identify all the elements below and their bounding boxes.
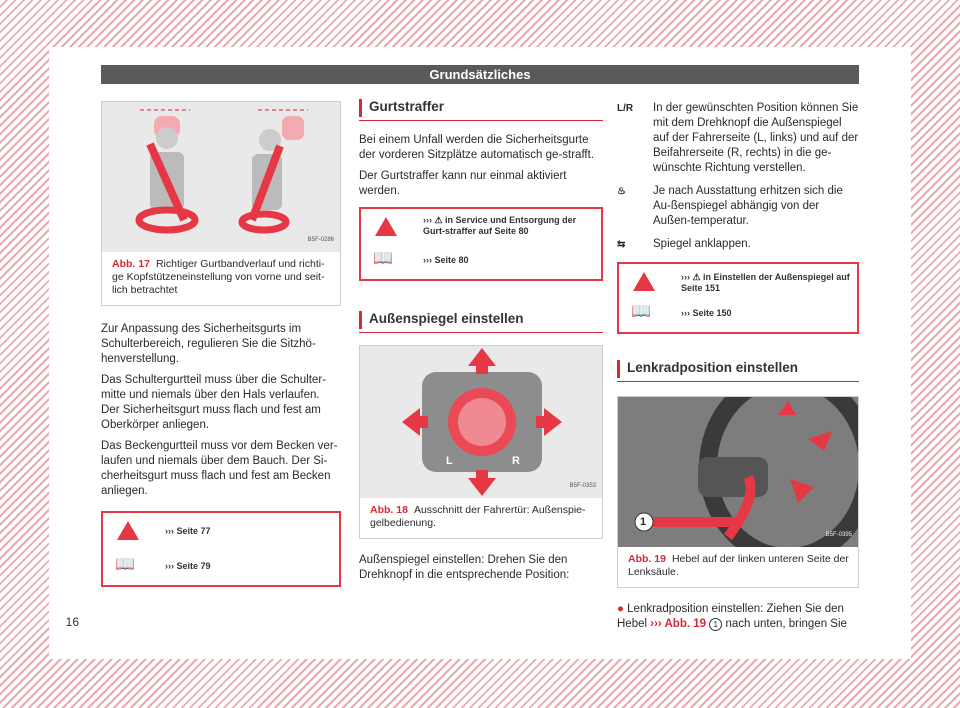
manual-icon: 📖 xyxy=(115,556,135,573)
column-right xyxy=(617,101,859,638)
item-text: Je nach Ausstattung erhitzen sich die Au-ßenspiegel abhängig von der Außen-temperatur. xyxy=(653,185,843,227)
list-item xyxy=(617,101,859,176)
figure-link[interactable]: ››› Abb. 19 xyxy=(650,618,707,630)
callout-number: 1 xyxy=(709,618,722,631)
column-left xyxy=(101,101,341,587)
page-link[interactable]: ››› ⚠ in Einstellen der Außenspiegel auf Seite 151 xyxy=(681,272,850,293)
figure-19 xyxy=(617,396,859,588)
knob-label-r: R xyxy=(512,455,520,467)
item-text: In der gewünschten Position können Sie mit dem Drehknopf die Außenspiegel auf der Fahrerseite (L, links) und auf der Beifahrerseite (R, rechts) in die ge-wünschte Richtung verstellen. xyxy=(653,102,859,174)
warning-icon xyxy=(633,272,655,291)
mirror-knob-illustration xyxy=(360,346,602,498)
figure-17-image xyxy=(102,102,340,252)
warning-icon xyxy=(117,521,139,540)
paragraph: Der Gurtstraffer kann nur einmal aktiviert werden. xyxy=(359,170,567,197)
fold-icon: ⇆ xyxy=(617,239,626,250)
page xyxy=(49,47,911,659)
page-link[interactable]: ››› Seite 150 xyxy=(681,308,732,318)
figure-18-caption xyxy=(360,498,602,538)
list-item xyxy=(617,184,859,229)
warning-box xyxy=(101,511,341,587)
page-link[interactable]: ››› Seite 80 xyxy=(423,255,469,265)
page-link[interactable]: ››› Seite 79 xyxy=(165,561,211,571)
steering-illustration xyxy=(618,397,858,547)
paragraph: Außenspiegel einstellen: Drehen Sie den Drehknopf in die entsprechende Position: xyxy=(359,554,570,581)
figure-label: Abb. 19 xyxy=(628,553,666,565)
column-middle xyxy=(359,99,603,589)
body-text xyxy=(101,322,341,499)
section-title: Lenkradposition einstellen xyxy=(617,360,859,382)
figure-19-caption xyxy=(618,547,858,587)
page-link[interactable]: ››› Seite 77 xyxy=(165,526,211,536)
list-item xyxy=(617,237,859,252)
manual-icon: 📖 xyxy=(631,303,651,320)
warning-box xyxy=(617,262,859,334)
figure-17 xyxy=(101,101,341,306)
section-title: Gurtstraffer xyxy=(359,99,603,121)
warning-icon xyxy=(375,217,397,236)
bullet-icon: ● xyxy=(617,603,624,615)
paragraph: Das Beckengurtteil muss vor dem Becken ver-laufen und niemals über dem Bauch. Der Si-cherheitsgurt muss flach und fest am Becken anliegen. xyxy=(101,440,338,497)
paragraph: Das Schultergurtteil muss über die Schulter-mitte und niemals über den Hals verlaufen. Der Sicherheitsgurt muss flach und fest am Oberkörper anliegen. xyxy=(101,374,326,431)
figure-code: B5F-0395 xyxy=(825,532,852,538)
page-number: 16 xyxy=(65,615,79,629)
section-title: Außenspiegel einstellen xyxy=(359,311,603,333)
figure-code: B5F-0286 xyxy=(307,237,334,243)
bullet-text: Lenkradposition einstellen: Ziehen Sie den Hebel xyxy=(617,603,844,630)
page-header: Grundsätzliches xyxy=(101,65,859,84)
paragraph: Bei einem Unfall werden die Sicherheitsgurte der vorderen Sitzplätze automatisch ge-strafft. xyxy=(359,134,595,161)
page-link[interactable]: ››› ⚠ in Service und Entsorgung der Gurt-straffer auf Seite 80 xyxy=(423,215,577,236)
caption-text: Ausschnitt der Fahrertür: Außenspie-gelbedienung. xyxy=(370,504,586,529)
manual-icon: 📖 xyxy=(373,250,393,267)
figure-17-caption xyxy=(102,252,340,305)
figure-18 xyxy=(359,345,603,539)
bullet-text: nach unten, bringen Sie xyxy=(722,618,847,630)
figure-code: B5F-0353 xyxy=(569,483,596,489)
heat-icon: ♨ xyxy=(617,186,626,197)
warning-box xyxy=(359,207,603,281)
figure-label: Abb. 17 xyxy=(112,258,150,270)
knob-label-l: L xyxy=(446,455,453,467)
item-text: Spiegel anklappen. xyxy=(653,238,751,250)
caption-text: Hebel auf der linken unteren Seite der Lenksäule. xyxy=(628,553,849,578)
seatbelt-illustration xyxy=(102,102,340,252)
figure-label: Abb. 18 xyxy=(370,504,408,516)
lr-icon: L/R xyxy=(617,103,634,114)
figure-19-image xyxy=(618,397,858,547)
paragraph: Zur Anpassung des Sicherheitsgurts im Schulterbereich, regulieren Sie die Sitzhö-henverstellung. xyxy=(101,323,316,365)
callout-number: 1 xyxy=(640,516,647,528)
caption-text: Richtiger Gurtbandverlauf und richti-ge Kopfstützeneinstellung von vorne und seit-lich betrachtet xyxy=(112,258,325,296)
figure-18-image xyxy=(360,346,602,498)
bullet-paragraph xyxy=(617,602,859,632)
